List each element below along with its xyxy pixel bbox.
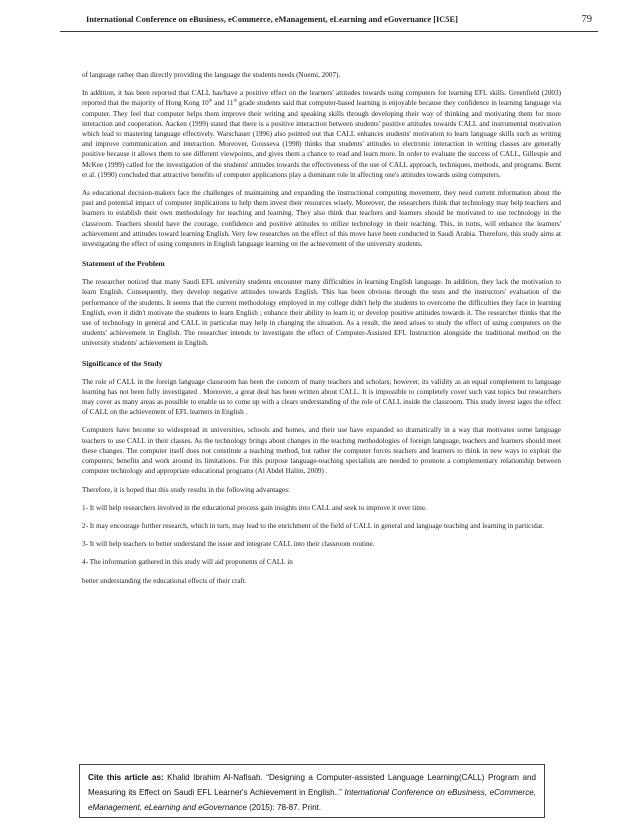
paragraph: of language rather than directly providing the language the students needs (Noemi, 2007). [82,71,341,79]
running-header [60,9,598,32]
citation-tail: (2015): 78-87. Print. [246,803,322,812]
list-item: 2- It may encourage further research, which in turn, may lead to the enrichment of the field of CALL in general and language teaching and learning in particular. [82,521,544,530]
paragraph: As educational decision-makers face the challenges of maintaining and expanding the instructional computing movement, they need current information about the past and potential impact of computer implications to help them invest their resources wisely. Moreover, the researchers think that technology may help teachers and learners to establish their own methodology for teaching and learning. They also think that teachers and learners should be motivated to use technology in the classroom. Teachers should have the courage, confidence and positive attitudes to utilize technology in their teaching. This, in turns, will enhance the learners' achievement and attitudes toward learning English. Very few researches on the effect of this move have been conducted in Saudi Arabia. Therefore, this study aims at investigating the effect of using computers in English language learning on the achievement of the university students. [82,189,561,249]
paragraph: Computers have become so widespread in universities, schools and homes, and their use have expanded so dramatically in a way that motivates some language teachers to use CALL in their classes. As the technology brings about changes in the teaching methodologies of foreign language, teachers and learners should meet these changes. The computer itself does not constitute a teaching method, but rather the computer forces teachers and learners to think in new ways to exploit the computers; benefits and work around its limitations. For this purpose language-teaching specialists are needed to promote a complementary relationship between computer technology and appropriate educational programs (Al Abdel Halim, 2009) . [82,426,561,476]
list-item: 1- It will help researchers involved in the educational process gain insights into CALL and seek to improve it over time. [82,503,427,512]
paragraph: The role of CALL in the foreign language classroom has been the concern of many teachers and scholars; however, its validity as an equal complement to language learning has not been fully investigated . Moreover, a great deal has been written about CALL. It is impossible to completely cover such vast topics but researchers may cover as many areas as possible to enable us to come up with a clears understanding of the role of CALL inside the classroom. This study invest iages the effect of CALL on the achievement of EFL learners in English . [82,377,561,417]
section-heading: Significance of the Study [82,358,163,368]
conference-title: International Conference on eBusiness, eCommerce, eManagement, eLearning and eGovernance [IC5E] [86,15,458,24]
list-item: 3- It will help teachers to better understand the issue and integrate CALL into their classroom routine. [82,540,375,549]
citation-box [79,764,545,818]
section-heading: Statement of the Problem [82,259,165,269]
list-item: 4- The information gathered in this study will aid proponents of CALL in [82,558,293,567]
paragraph: Therefore, it is hoped that this study results in the following advantages: [82,485,290,494]
citation-label: Cite this article as: [88,773,164,782]
paragraph: better understanding the educational effects of their craft. [82,576,247,585]
citation-journal: International Conference on eBusiness, eCommerce, eManagement, eLearning and eGovernance [88,788,536,812]
page-number: 79 [581,14,592,25]
paragraph: In addition, it has been reported that CALL has/have a positive effect on the learners' attitudes towards using computers for learning EFL skills. Greenfield (2003) reported that the majority of Hong Kong 10th and 11th grade students said that computer-based learning is enjoyable because they confidence in learning language via computer. They feel that computer helps them improve their writing and speaking skills through developing their way of thinking and motivating them for more interaction and cooperation. Aacken (1999) stated that there is a positive interaction between students' positive attitudes towards CALL and instrumental motivation which lead to mastering language effectively. Warschauer (1996) also pointed out that CALL enhances students' motivation to learn language skills such as writing and improve communication and interaction. Moreover, Gousseva (1998) thinks that students' attitudes to electronic interaction in writing classes are generally positive because it allows them to see different viewpoints, and gives them a chance to read and learn more. In order to evaluate the success of CALL, Gillespie and McKee (1999) called for the investigation of the students' attitudes towards the effectiveness of the use of CALL approach, techniques, methods, and programs. Bernt et al. (1990) concluded that attractive benefits of computer applications play a dominant role in affecting one's attitudes towards using computers. [82,89,561,179]
paragraph: The researcher noticed that many Saudi EFL university students encounter many difficulties in learning English language. In addition, they lack the motivation to learn English. Consequently, they develop negative attitudes towards English. This has been obvious through the tests and the instructors' evaluation of the performance of the students. It seems that the current methodology employed in my college didn't help the students to overcome the difficulties they face in learning English, even it didn't motivate the students to learn English ; enhance their ability to learn it; or develop positive attitudes towards it. The researcher thinks that the use of technology in general and CALL in particular may help in changing the situation. As a result, the need arises to study the effect of using computers on the students' achievement in English. The researcher intends to investigate the effect of Computer-Assisted EFL Instruction alongside the traditional method on the university students' achievement in English. [82,278,561,348]
article-body [82,70,561,594]
citation-text: Khalid Ibrahim Al-Nafisah. “Designing a Computer-assisted Language Learning(CALL) Program and Measuring its Effect on Saudi EFL Learner's Achievement in English..” [88,773,536,797]
